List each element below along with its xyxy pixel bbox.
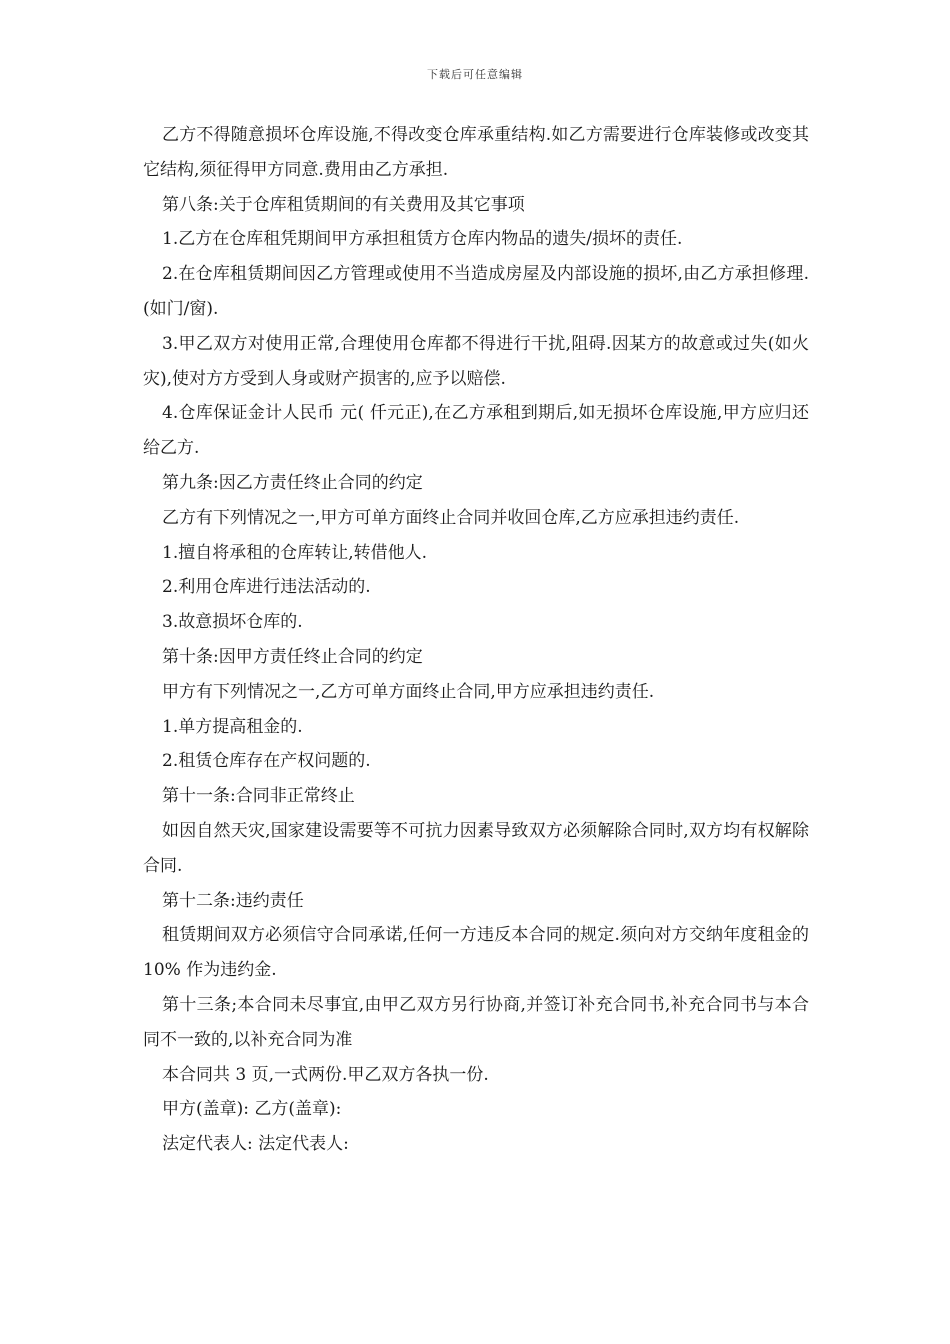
page-header: 下载后可任意编辑	[427, 68, 523, 81]
article-8-item-1: 1.乙方在仓库租凭期间甲方承担租赁方仓库内物品的遗失/损坏的责任.	[162, 229, 683, 250]
article-13: 第十三条;本合同未尽事宜,由甲乙双方另行协商,并签订补充合同书,补充合同书与本合同不一致的,以补充合同为准	[143, 994, 809, 1050]
article-9-item-3: 3.故意损坏仓库的.	[162, 612, 303, 633]
article-8-heading: 第八条:关于仓库租赁期间的有关费用及其它事项	[162, 194, 525, 215]
article-8-item-3: 3.甲乙双方对使用正常,合理使用仓库都不得进行干扰,阻碍.因某方的故意或过失(如火灾),使对方方受到人身或财产损害的,应予以赔偿.	[143, 333, 809, 389]
article-12-body: 租赁期间双方必须信守合同承诺,任何一方违反本合同的规定.须向对方交纳年度租金的 10% 作为违约金.	[143, 925, 809, 981]
article-11-body: 如因自然天灾,国家建设需要等不可抗力因素导致双方必须解除合同时,双方均有权解除合同.	[143, 820, 809, 876]
article-10-heading: 第十条:因甲方责任终止合同的约定	[162, 646, 423, 667]
article-9-item-2: 2.利用仓库进行违法活动的.	[162, 577, 371, 598]
article-9-intro: 乙方有下列情况之一,甲方可单方面终止合同并收回仓库,乙方应承担违约责任.	[162, 507, 740, 528]
article-8-item-4: 4.仓库保证金计人民币 元( 仟元正),在乙方承租到期后,如无损坏仓库设施,甲方应归还给乙方.	[143, 403, 809, 459]
signature-representative-line: 法定代表人: 法定代表人:	[162, 1134, 349, 1155]
signature-seal-line: 甲方(盖章): 乙方(盖章):	[162, 1099, 342, 1120]
contract-body	[143, 118, 809, 1162]
article-10-item-1: 1.单方提高租金的.	[162, 716, 303, 737]
copies-statement: 本合同共 3 页,一式两份.甲乙双方各执一份.	[162, 1064, 489, 1085]
paragraph-warehouse-facilities: 乙方不得随意损坏仓库设施,不得改变仓库承重结构.如乙方需要进行仓库装修或改变其它结构,须征得甲方同意.费用由乙方承担.	[143, 125, 809, 180]
article-12-heading: 第十二条:违约责任	[162, 890, 304, 911]
article-10-intro: 甲方有下列情况之一,乙方可单方面终止合同,甲方应承担违约责任.	[162, 681, 655, 702]
article-10-item-2: 2.租赁仓库存在产权问题的.	[162, 751, 371, 772]
article-8-item-2: 2.在仓库租赁期间因乙方管理或使用不当造成房屋及内部设施的损坏,由乙方承担修理.(如门/窗).	[143, 264, 809, 319]
article-9-item-1: 1.擅自将承租的仓库转让,转借他人.	[162, 542, 428, 563]
article-11-heading: 第十一条:合同非正常终止	[162, 786, 355, 807]
article-9-heading: 第九条:因乙方责任终止合同的约定	[162, 472, 423, 493]
